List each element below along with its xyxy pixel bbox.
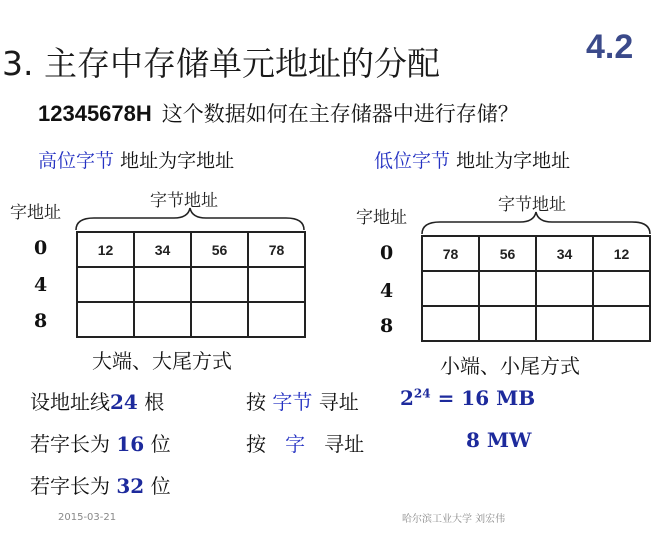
address-lines-post: 根 (144, 390, 165, 414)
hex-value: 12345678H (38, 101, 152, 126)
big-endian-memory-table (76, 231, 306, 338)
big-endian-brace (74, 206, 306, 232)
word-length-32-value: 32 (116, 474, 145, 498)
word-length-16-text (30, 428, 171, 457)
little-endian-heading-rest: 地址为字地址 (456, 150, 571, 172)
formula-result: = 16 MB (430, 386, 536, 410)
little-endian-memory-table (421, 235, 651, 342)
question (38, 98, 519, 128)
by-byte-formula (400, 386, 535, 410)
by-word-pre: 按 (246, 432, 266, 456)
address-lines-pre: 设地址线 (30, 390, 110, 414)
memory-cell (191, 267, 248, 302)
memory-cell (422, 271, 479, 306)
by-byte-addressing (246, 386, 359, 415)
by-word-addressing (246, 428, 364, 457)
question-text: 这个数据如何在主存储器中进行存储？ (161, 102, 519, 126)
little-endian-row-address-8: 8 (380, 315, 394, 337)
little-endian-row-address-0: 0 (380, 242, 394, 264)
by-byte-pre: 按 (246, 390, 266, 414)
memory-row (422, 271, 650, 306)
memory-cell (248, 267, 305, 302)
footer-date: 2015-03-21 (58, 512, 117, 523)
word-length-16-value: 16 (116, 432, 145, 456)
little-endian-caption: 小端、小尾方式 (440, 354, 580, 378)
memory-cell (422, 306, 479, 341)
little-endian-heading-highlight: 低位字节 (374, 150, 451, 172)
little-endian-heading (374, 146, 570, 173)
memory-cell: 12 (593, 236, 650, 271)
memory-row (77, 232, 305, 267)
memory-cell (191, 302, 248, 337)
footer-author: 哈尔滨工业大学 刘宏伟 (402, 514, 506, 525)
memory-cell (536, 306, 593, 341)
word-length-32-pre: 若字长为 (30, 474, 110, 498)
word-length-16-post: 位 (150, 432, 171, 456)
memory-cell (134, 302, 191, 337)
little-endian-row-address-4: 4 (380, 280, 394, 302)
memory-row (422, 236, 650, 271)
big-endian-heading-highlight: 高位字节 (38, 150, 115, 172)
big-endian-heading-rest: 地址为字地址 (120, 150, 235, 172)
little-endian-brace (420, 210, 651, 236)
memory-cell: 78 (422, 236, 479, 271)
word-length-32-post: 位 (150, 474, 171, 498)
memory-cell (536, 271, 593, 306)
memory-cell: 12 (77, 232, 134, 267)
big-endian-byte-address-label: 字节地址 (150, 191, 218, 211)
slide-title: 3. 主存中存储单元地址的分配 (2, 44, 440, 83)
memory-cell (479, 306, 536, 341)
word-length-32-text (30, 470, 171, 499)
memory-cell (248, 302, 305, 337)
memory-cell (593, 271, 650, 306)
word-length-16-pre: 若字长为 (30, 432, 110, 456)
memory-cell (593, 306, 650, 341)
memory-row (422, 306, 650, 341)
memory-cell: 78 (248, 232, 305, 267)
memory-cell (479, 271, 536, 306)
address-lines-text (30, 386, 164, 415)
by-word-result-value: 8 MW (466, 428, 532, 452)
memory-cell (77, 267, 134, 302)
section-number: 4.2 (586, 28, 634, 66)
big-endian-heading (38, 146, 234, 173)
memory-cell: 34 (134, 232, 191, 267)
memory-cell: 56 (191, 232, 248, 267)
big-endian-row-address-8: 8 (34, 310, 48, 332)
memory-row (77, 267, 305, 302)
memory-cell: 56 (479, 236, 536, 271)
by-word-result (466, 428, 531, 452)
by-byte-unit: 字节 (272, 390, 313, 414)
big-endian-word-address-label: 字地址 (10, 203, 61, 223)
by-byte-post: 寻址 (318, 390, 359, 414)
big-endian-caption: 大端、大尾方式 (92, 349, 232, 373)
little-endian-byte-address-label: 字节地址 (498, 195, 566, 215)
formula-exponent: 24 (413, 386, 431, 401)
big-endian-row-address-0: 0 (34, 237, 48, 259)
address-lines-count: 24 (110, 390, 138, 414)
big-endian-row-address-4: 4 (34, 274, 48, 296)
memory-cell (77, 302, 134, 337)
memory-cell (134, 267, 191, 302)
by-word-unit: 字 (285, 432, 306, 456)
memory-cell: 34 (536, 236, 593, 271)
memory-row (77, 302, 305, 337)
by-word-post: 寻址 (324, 432, 365, 456)
little-endian-word-address-label: 字地址 (356, 208, 407, 228)
formula-base: 2 (400, 386, 414, 410)
